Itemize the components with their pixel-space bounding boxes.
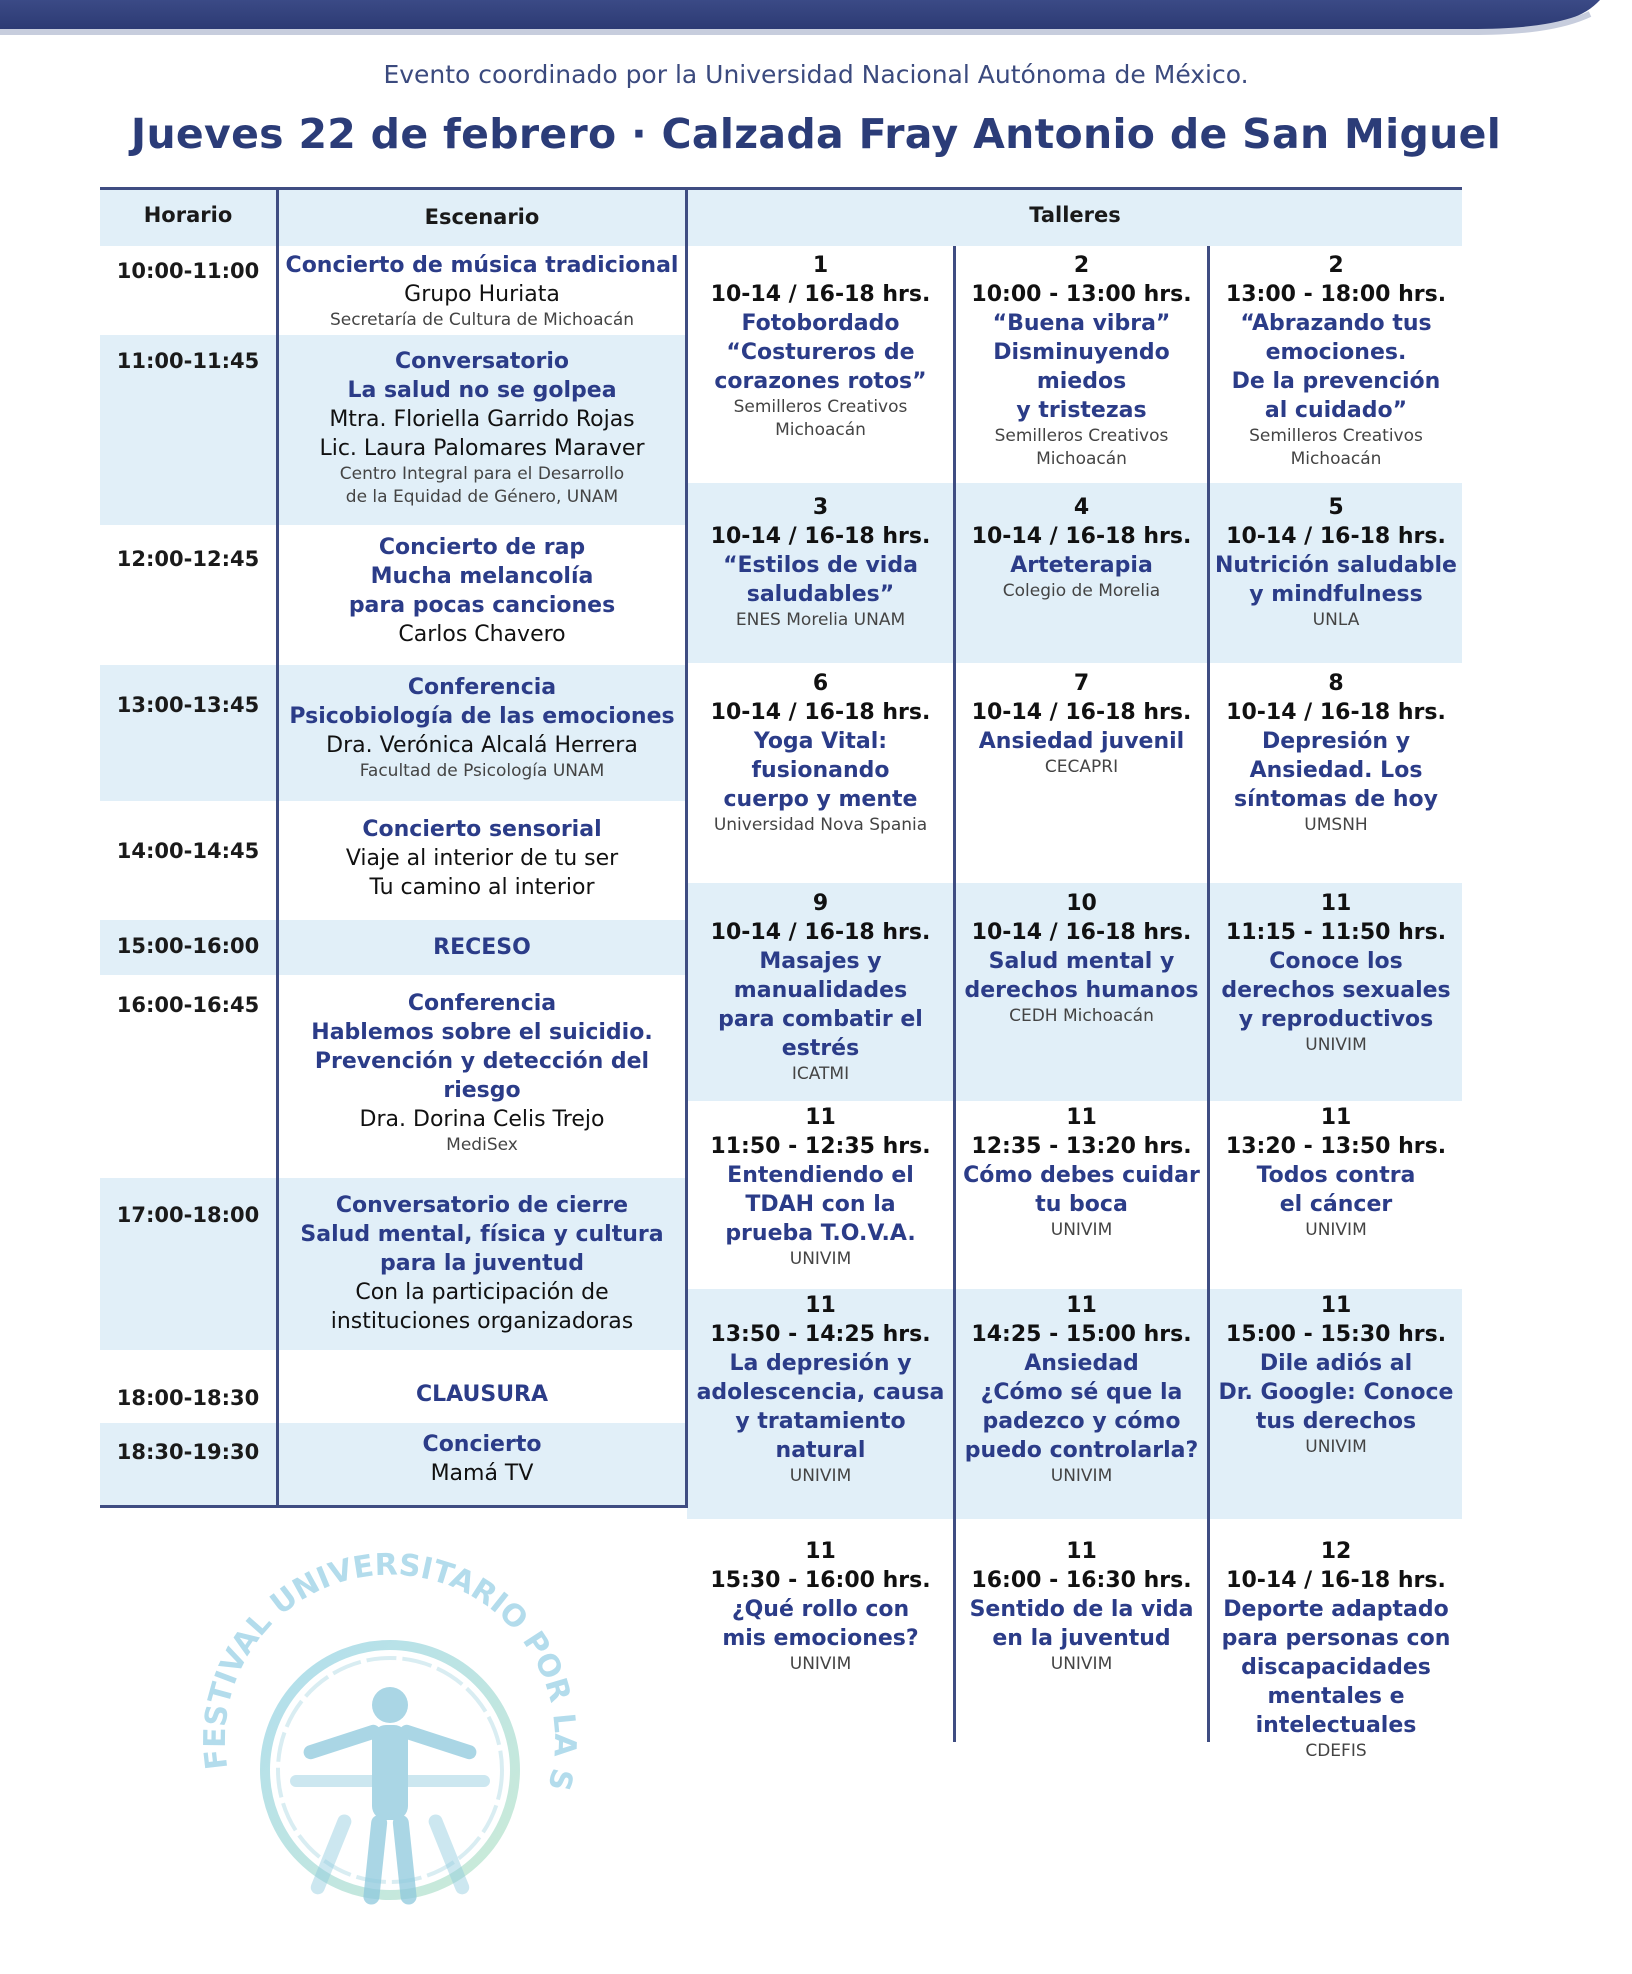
taller-card — [688, 1291, 953, 1488]
taller-title: TDAH con la — [745, 1192, 896, 1217]
taller-organizer: CECAPRI — [1044, 757, 1119, 777]
event-type: Conversatorio de cierre — [335, 1193, 629, 1218]
escenario-event — [279, 989, 685, 1157]
time-slot: 17:00-18:00 — [116, 1203, 260, 1227]
header-escenario: Escenario — [424, 205, 540, 229]
escenario-event — [279, 1191, 685, 1336]
taller-card — [1210, 251, 1462, 471]
taller-number: 11 — [1066, 1293, 1097, 1318]
taller-title: al cuidado” — [1264, 398, 1408, 423]
taller-organizer: UNIVIM — [1305, 1437, 1367, 1457]
taller-title: Sentido de la vida — [969, 1597, 1194, 1622]
taller-number: 10 — [1066, 891, 1097, 916]
event-performer: Grupo Huriata — [404, 282, 560, 307]
event-title: La salud no se golpea — [347, 378, 617, 403]
vitruvian-figure-icon — [290, 1687, 490, 1905]
seal-text: FESTIVAL UNIVERSITARIO POR LA S — [197, 1547, 583, 1795]
taller-hours: 16:00 - 16:30 hrs. — [971, 1568, 1192, 1593]
page-title: Jueves 22 de febrero · Calzada Fray Antonio de San Miguel — [130, 110, 1502, 158]
taller-title: “Estilos de vida — [723, 553, 918, 578]
escenario-event — [279, 347, 685, 509]
taller-title: La depresión y — [729, 1351, 912, 1376]
top-border — [100, 187, 1462, 190]
event-title: para pocas canciones — [348, 593, 616, 618]
taller-title: Ansiedad. Los — [1249, 758, 1423, 783]
taller-title: padezco y cómo — [982, 1409, 1181, 1434]
taller-title: Masajes y — [759, 949, 882, 974]
taller-title: Ansiedad juvenil — [978, 729, 1185, 754]
taller-number: 11 — [805, 1105, 836, 1130]
taller-organizer: UNIVIM — [789, 1466, 852, 1486]
taller-title: mentales e — [1267, 1684, 1405, 1709]
taller-card — [688, 889, 953, 1086]
event-type: Concierto sensorial — [362, 817, 602, 842]
taller-title: Disminuyendo — [993, 340, 1170, 365]
taller-organizer: UNIVIM — [1305, 1220, 1367, 1240]
taller-title: Salud mental y — [988, 949, 1175, 974]
time-slot: 12:00-12:45 — [116, 547, 260, 571]
event-title: Concierto de música tradicional — [285, 253, 679, 278]
taller-title: adolescencia, causa — [696, 1380, 945, 1405]
event-title: Prevención y detección del — [314, 1049, 650, 1074]
taller-title: tu boca — [1035, 1192, 1128, 1217]
event-note: instituciones organizadoras — [330, 1309, 634, 1334]
taller-card — [956, 493, 1207, 603]
event-type: Conferencia — [407, 675, 557, 700]
taller-title: Depresión y — [1261, 729, 1411, 754]
escenario-event — [279, 1380, 685, 1409]
taller-hours: 10-14 / 16-18 hrs. — [1226, 524, 1446, 549]
taller-hours: 13:50 - 14:25 hrs. — [710, 1322, 931, 1347]
taller-title: en la juventud — [992, 1626, 1171, 1651]
taller-title: cuerpo y mente — [723, 787, 918, 812]
taller-title: Deporte adaptado — [1223, 1597, 1449, 1622]
taller-number: 9 — [812, 891, 829, 916]
taller-number: 11 — [1320, 1293, 1352, 1318]
taller-hours: 14:25 - 15:00 hrs. — [971, 1322, 1192, 1347]
taller-title: el cáncer — [1279, 1192, 1393, 1217]
taller-organizer: Universidad Nova Spania — [713, 815, 928, 835]
taller-number: 1 — [812, 253, 829, 278]
event-title: Salud mental, física y cultura — [300, 1222, 664, 1247]
taller-number: 11 — [805, 1293, 836, 1318]
taller-hours: 10-14 / 16-18 hrs. — [971, 920, 1192, 945]
taller-hours: 11:50 - 12:35 hrs. — [710, 1134, 931, 1159]
taller-card — [688, 669, 953, 837]
taller-title: derechos humanos — [964, 978, 1199, 1003]
taller-title: Arteterapia — [1010, 553, 1153, 578]
taller-title: natural — [775, 1438, 866, 1463]
taller-title: tus derechos — [1255, 1409, 1417, 1434]
taller-number: 11 — [1320, 891, 1352, 916]
taller-hours: 13:20 - 13:50 hrs. — [1225, 1134, 1447, 1159]
taller-hours: 10-14 / 16-18 hrs. — [1226, 700, 1446, 725]
taller-organizer: CDEFIS — [1305, 1741, 1367, 1761]
taller-number: 5 — [1328, 495, 1344, 520]
time-slot: 11:00-11:45 — [116, 349, 260, 373]
taller-title: Dile adiós al — [1259, 1351, 1413, 1376]
taller-number: 2 — [1073, 253, 1090, 278]
taller-number: 6 — [812, 671, 829, 696]
taller-title: emociones. — [1265, 340, 1407, 365]
taller-hours: 10-14 / 16-18 hrs. — [710, 700, 931, 725]
taller-organizer: UNIVIM — [1050, 1220, 1113, 1240]
taller-card — [688, 1537, 953, 1676]
taller-organizer: ICATMI — [791, 1064, 850, 1084]
taller-card — [1210, 889, 1462, 1057]
taller-title: miedos — [1036, 369, 1127, 394]
taller-card — [956, 1103, 1207, 1242]
taller-title: para combatir el — [718, 1007, 923, 1032]
taller-title: intelectuales — [1255, 1713, 1417, 1738]
taller-title: y reproductivos — [1238, 1007, 1434, 1032]
event-title: para la juventud — [379, 1251, 585, 1276]
taller-title: corazones rotos” — [714, 369, 927, 394]
taller-organizer: Semilleros Creativos — [1249, 426, 1423, 446]
taller-hours: 10-14 / 16-18 hrs. — [710, 920, 931, 945]
taller-card — [956, 889, 1207, 1028]
time-slot: 15:00-16:00 — [116, 934, 260, 958]
taller-organizer: UNIVIM — [1050, 1654, 1113, 1674]
taller-organizer: UNIVIM — [1050, 1466, 1113, 1486]
taller-card — [956, 251, 1207, 471]
escenario-event — [279, 251, 685, 332]
escenario-event — [279, 533, 685, 649]
taller-title: mis emociones? — [722, 1626, 919, 1651]
taller-card — [956, 1537, 1207, 1676]
taller-card — [688, 251, 953, 442]
taller-title: estrés — [781, 1036, 860, 1061]
taller-title: ¿Qué rollo con — [731, 1597, 910, 1622]
event-title: CLAUSURA — [415, 1382, 549, 1407]
taller-title: Todos contra — [1256, 1163, 1416, 1188]
taller-organizer: Michoacán — [775, 420, 866, 440]
festival-seal — [170, 1530, 610, 1970]
event-speaker: Lic. Laura Palomares Maraver — [319, 436, 645, 461]
event-note: Con la participación de — [355, 1280, 609, 1305]
taller-card — [956, 669, 1207, 779]
event-performer: Mamá TV — [430, 1461, 534, 1486]
taller-title: y tratamiento — [735, 1409, 906, 1434]
taller-organizer: CEDH Michoacán — [1009, 1006, 1154, 1026]
taller-organizer: Semilleros Creativos — [733, 397, 908, 417]
event-title: Tu camino al interior — [369, 875, 595, 900]
taller-title: Cómo debes cuidar — [963, 1163, 1200, 1188]
header-horario: Horario — [143, 203, 233, 227]
taller-title: manualidades — [733, 978, 908, 1003]
schedule-table — [100, 187, 1462, 1761]
time-slot: 16:00-16:45 — [116, 993, 260, 1017]
taller-number: 3 — [812, 495, 829, 520]
taller-organizer: Michoacán — [1036, 449, 1127, 469]
taller-title: “Costureros de — [726, 340, 915, 365]
taller-title: Ansiedad — [1024, 1351, 1139, 1376]
taller-title: “Abrazando tus — [1240, 311, 1432, 336]
bottom-border — [100, 1505, 687, 1508]
taller-hours: 10-14 / 16-18 hrs. — [710, 282, 931, 307]
taller-organizer: Colegio de Morelia — [1002, 581, 1161, 601]
taller-number: 11 — [805, 1539, 836, 1564]
time-slot: 10:00-11:00 — [116, 259, 260, 283]
taller-card — [688, 493, 953, 632]
time-slot: 14:00-14:45 — [116, 839, 260, 863]
event-title: RECESO — [433, 935, 531, 960]
event-organizer: Centro Integral para el Desarrollo — [339, 464, 625, 484]
taller-hours: 12:35 - 13:20 hrs. — [971, 1134, 1192, 1159]
taller-hours: 15:30 - 16:00 hrs. — [710, 1568, 931, 1593]
taller-hours: 15:00 - 15:30 hrs. — [1225, 1322, 1447, 1347]
event-speaker: Mtra. Floriella Garrido Rojas — [329, 407, 635, 432]
taller-organizer: UMSNH — [1304, 815, 1368, 835]
taller-title: y mindfulness — [1249, 582, 1423, 607]
taller-card — [1210, 669, 1462, 837]
taller-card — [1210, 1103, 1462, 1242]
taller-organizer: ENES Morelia UNAM — [735, 610, 906, 630]
taller-number: 12 — [1320, 1539, 1352, 1564]
taller-title: síntomas de hoy — [1234, 787, 1438, 812]
taller-title: saludables” — [746, 582, 895, 607]
festival-logo — [170, 1530, 610, 1970]
top-banner-shape — [0, 0, 1632, 62]
taller-title: Entendiendo el — [727, 1163, 914, 1188]
taller-organizer: UNIVIM — [789, 1249, 852, 1269]
taller-number: 7 — [1073, 671, 1090, 696]
event-title: riesgo — [443, 1078, 521, 1103]
taller-title: fusionando — [751, 758, 890, 783]
time-slot: 13:00-13:45 — [116, 693, 260, 717]
taller-title: para personas con — [1221, 1626, 1451, 1651]
taller-title: Yoga Vital: — [753, 729, 888, 754]
top-banner — [0, 0, 1632, 62]
taller-organizer: UNIVIM — [789, 1654, 852, 1674]
taller-card — [688, 1103, 953, 1271]
event-organizer: MediSex — [446, 1135, 518, 1155]
escenario-event — [279, 933, 685, 962]
event-organizer: de la Equidad de Género, UNAM — [345, 487, 619, 507]
event-organizer: Secretaría de Cultura de Michoacán — [329, 310, 635, 330]
taller-number: 4 — [1073, 495, 1090, 520]
taller-hours: 10-14 / 16-18 hrs. — [710, 524, 931, 549]
event-type: Concierto — [422, 1432, 542, 1457]
taller-card — [1210, 1291, 1462, 1459]
event-title: Viaje al interior de tu ser — [345, 846, 619, 871]
escenario-event — [279, 673, 685, 783]
taller-organizer: Semilleros Creativos — [994, 426, 1169, 446]
event-type: Conversatorio — [394, 349, 570, 374]
taller-hours: 11:15 - 11:50 hrs. — [1225, 920, 1447, 945]
taller-title: discapacidades — [1241, 1655, 1431, 1680]
taller-number: 11 — [1066, 1105, 1097, 1130]
taller-card — [1210, 493, 1462, 632]
taller-title: ¿Cómo sé que la — [980, 1380, 1183, 1405]
taller-title: De la prevención — [1231, 369, 1441, 394]
taller-title: y tristezas — [1016, 398, 1147, 423]
taller-number: 2 — [1328, 253, 1344, 278]
event-speaker: Dra. Dorina Celis Trejo — [359, 1107, 605, 1132]
event-type: Conferencia — [407, 991, 557, 1016]
event-title: Hablemos sobre el suicidio. — [311, 1020, 653, 1045]
event-subtitle: Evento coordinado por la Universidad Nacional Autónoma de México. — [383, 60, 1249, 89]
taller-title: prueba T.O.V.A. — [725, 1221, 916, 1246]
event-title: Mucha melancolía — [370, 564, 594, 589]
taller-title: Nutrición saludable — [1215, 553, 1457, 578]
escenario-event — [279, 815, 685, 902]
taller-title: Fotobordado — [741, 311, 900, 336]
taller-card — [1210, 1537, 1462, 1763]
taller-hours: 10-14 / 16-18 hrs. — [1226, 1568, 1446, 1593]
taller-hours: 10-14 / 16-18 hrs. — [971, 524, 1192, 549]
taller-organizer: UNIVIM — [1305, 1035, 1367, 1055]
taller-title: Conoce los — [1269, 949, 1403, 974]
taller-number: 8 — [1328, 671, 1344, 696]
taller-number: 11 — [1320, 1105, 1352, 1130]
taller-organizer: Michoacán — [1290, 449, 1382, 469]
event-speaker: Dra. Verónica Alcalá Herrera — [326, 733, 638, 758]
taller-title: puedo controlarla? — [964, 1438, 1199, 1463]
taller-title: Dr. Google: Conoce — [1218, 1380, 1454, 1405]
header-talleres: Talleres — [1029, 203, 1121, 227]
taller-title: “Buena vibra” — [992, 311, 1171, 336]
event-type: Concierto de rap — [378, 535, 586, 560]
taller-title: derechos sexuales — [1221, 978, 1451, 1003]
escenario-event — [279, 1430, 685, 1488]
event-organizer: Facultad de Psicología UNAM — [359, 761, 605, 781]
event-title: Psicobiología de las emociones — [289, 704, 675, 729]
taller-number: 11 — [1066, 1539, 1097, 1564]
taller-organizer: UNLA — [1312, 610, 1360, 630]
taller-hours: 10-14 / 16-18 hrs. — [971, 700, 1192, 725]
event-performer: Carlos Chavero — [398, 622, 566, 647]
time-slot: 18:30-19:30 — [116, 1440, 260, 1464]
taller-hours: 13:00 - 18:00 hrs. — [1225, 282, 1447, 307]
time-slot: 18:00-18:30 — [116, 1386, 260, 1410]
taller-hours: 10:00 - 13:00 hrs. — [971, 282, 1192, 307]
taller-card — [956, 1291, 1207, 1488]
